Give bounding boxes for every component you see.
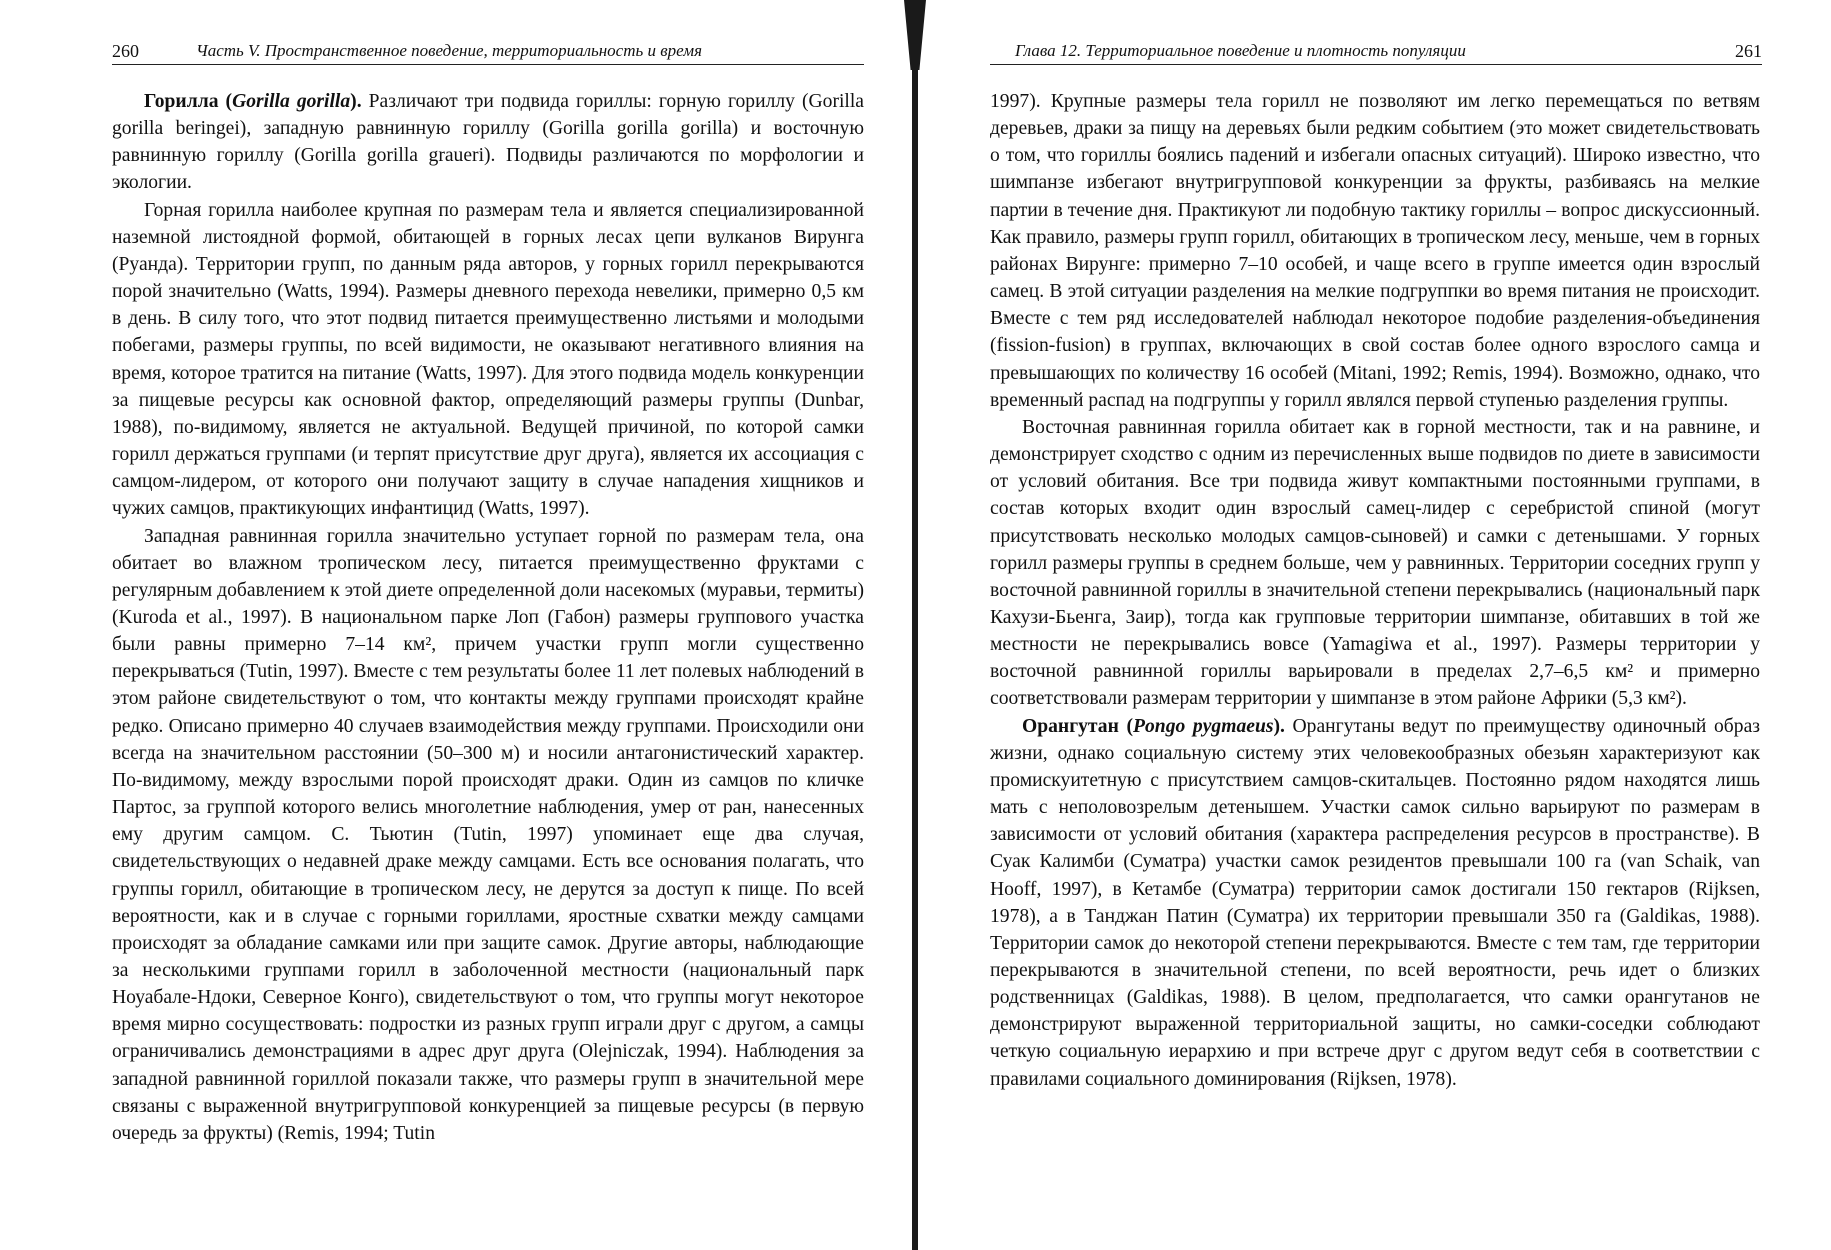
right-body-text <box>990 88 1760 1093</box>
paragraph-gorilla-intro <box>112 88 864 197</box>
left-body-text <box>112 88 864 1147</box>
right-running-header <box>990 40 1762 65</box>
right-page-number: 261 <box>1735 41 1762 61</box>
section-lead: Горилла (Gorilla gorilla). <box>144 91 362 112</box>
left-running-title: Часть V. Пространственное поведение, территориальность и время <box>196 41 702 60</box>
right-running-title: Глава 12. Территориальное поведение и плотность популяции <box>1015 41 1466 60</box>
paragraph-text: Различают три подвида гориллы: горную гориллу (Gorilla gorilla beringei), западную равнинную гориллу (Gorilla gorilla gorilla) и восточную равнинную гориллу (Gorilla gorilla graueri). Подвиды различаются по морфологии и экологии. <box>112 91 864 194</box>
paragraph-eastern-lowland-gorilla: Восточная равнинная горилла обитает как в горной местности, так и на равнине, и демонстрирует сходство с одним из перечисленных выше подвидов по диете в зависимости от условий обитания. Все три подвида живут компактными постоянными группами, в состав которых входит один взрослый самец-лидер с серебристой спиной (могут присутствовать несколько молодых самцов-сыновей) и самки с детенышами. У горных горилл размеры группы в среднем больше, чем у равнинных. Территории соседних групп у восточной равнинной гориллы в значительной степени перекрывались (национальный парк Кахузи-Бьенга, Заир), тогда как групповые территории шимпанзе, обитавших в той же местности не перекрывались вовсе (Yamagiwa et al., 1997). Размеры территории у восточной равнинной гориллы варьировали в пределах 2,7–6,5 км² и примерно соответствовали размерам территории у шимпанзе в этом районе Африки (5,3 км²). <box>990 416 1760 710</box>
left-page <box>0 0 900 1250</box>
gutter-scan-shadow <box>904 0 926 70</box>
paragraph-mountain-gorilla: Горная горилла наиболее крупная по размерам тела и является специализированной наземной листоядной формой, обитающей в горных лесах цепи вулканов Вирунга (Руанда). Территории групп, по данным ряда авторов, у горных горилл перекрываются порой значительно (Watts, 1994). Размеры дневного перехода невелики, примерно 0,5 км в день. В силу того, что этот подвид питается преимущественно листьями и молодыми побегами, размеры группы, по всей видимости, не оказывают негативного влияния на время, которое тратится на питание (Watts, 1997). Для этого подвида модель конкуренции за пищевые ресурсы как основной фактор, определяющий размеры группы (Dunbar, 1988), по-видимому, является не актуальной. Ведущей причиной, по которой самки горилл держаться группами (и терпят присутствие друг друга), является их ассоциация с самцом-лидером, от которого они получают защиту в случае нападения хищников и чужих самцов, практикующих инфантицид (Watts, 1997). <box>112 199 864 520</box>
paragraph-western-lowland-gorilla: Западная равнинная горилла значительно уступает горной по размерам тела, она обитает во влажном тропическом лесу, питается преимущественно фруктами с регулярным добавлением к этой диете определенной доли насекомых (муравьи, термиты) (Kuroda et al., 1997). В национальном парке Лоп (Габон) размеры группового участка были равны примерно 7–14 км², причем участки групп могли существенно перекрываться (Tutin, 1997). Вместе с тем результаты более 11 лет полевых наблюдений в этом районе свидетельствуют о том, что контакты между группами происходят крайне редко. Описано примерно 40 случаев взаимодействия между группами. Происходили они всегда на значительном расстоянии (50–300 м) и носили антагонистический характер. По-видимому, между взрослыми порой происходят драки. Один из самцов по кличке Партос, за группой которого велись многолетние наблюдения, умер от ран, нанесенных ему другим самцом. С. Тьютин (Tutin, 1997) упоминает еще два случая, свидетельствующих о недавней драке между самцами. Есть все основания полагать, что группы горилл, обитающие в тропическом лесу, не дерутся за доступ к пище. По всей вероятности, как и в случае с горными гориллами, яростные схватки между самцами происходят за обладание самками или при защите самок. Другие авторы, наблюдающие за несколькими группами горилл в заболоченной местности (национальный парк Ноуабале-Ндоки, Северное Конго), свидетельствуют о том, что группы могут некоторое время мирно сосуществовать: подростки из разных групп играли друг с другом, а самцы ограничивались демонстрациями в адрес друг друга (Olejniczak, 1994). Наблюдения за западной равнинной гориллой показали также, что размеры групп в значительной мере связаны с выраженной внутригрупповой конкуренцией за пищевые ресурсы (в первую очередь за фрукты) (Remis, 1994; Tutin <box>112 525 864 1144</box>
right-page <box>930 0 1831 1250</box>
left-running-header <box>112 40 864 65</box>
paragraph-continued: 1997). Крупные размеры тела горилл не позволяют им легко перемещаться по ветвям деревьев, драки за пищу на деревьях были редким событием (это может свидетельствовать о том, что гориллы боялись падений и избегали опасных ситуаций). Широко известно, что шимпанзе избегают внутригрупповой конкуренции за фрукты, разбиваясь на мелкие партии в течение дня. Практикуют ли подобную тактику гориллы – вопрос дискуссионный. Как правило, размеры групп горилл, обитающих в тропическом лесу, меньше, чем в горных районах Вирунге: примерно 7–10 особей, и чаще всего в группе имеется один взрослый самец. В этой ситуации разделения на мелкие подгруппки во время питания не происходит. Вместе с тем ряд исследователей наблюдал некоторое подобие разделения-объединения (fission-fusion) в группах, включающих в свой состав более одного взрослого самца и превышающих по количеству 16 особей (Mitani, 1992; Remis, 1994). Возможно, однако, что временный распад на подгруппы у горилл являлся первой ступенью разделения группы. <box>990 91 1760 411</box>
paragraph-orangutan <box>990 713 1760 1093</box>
gutter-line <box>912 0 918 1250</box>
book-gutter <box>904 0 932 1250</box>
left-page-number: 260 <box>112 41 139 61</box>
paragraph-text: Орангутаны ведут по преимуществу одиночный образ жизни, однако социальную систему этих человекообразных обезьян характеризуют как промискуитетную с присутствием самцов-скитальцев. Постоянно рядом находятся лишь мать с неполовозрелым детенышем. Участки самок сильно варьируют по размерам в зависимости от условий обитания (характера распределения ресурсов в пространстве). В Суак Калимби (Суматра) участки самок резидентов превышали 100 га (van Schaik, van Hooff, 1997), в Кетамбе (Суматра) территории самок достигали 150 гектаров (Rijksen, 1978), а в Танджан Патин (Суматра) их территории превышали 350 га (Galdikas, 1988). Территории самок до некоторой степени перекрываются. Вместе с тем там, где территории перекрываются в значительной степени, по всей вероятности, речь идет о близких родственницах (Galdikas, 1988). В целом, предполагается, что самки орангутанов не демонстрируют выраженной территориальной защиты, но самки-соседки соблюдают четкую социальную иерархию и при встрече друг с другом ведут себя в соответствии с правилами социального доминирования (Rijksen, 1978). <box>990 715 1761 1090</box>
section-lead: Орангутан (Pongo pygmaeus). <box>1022 715 1285 737</box>
